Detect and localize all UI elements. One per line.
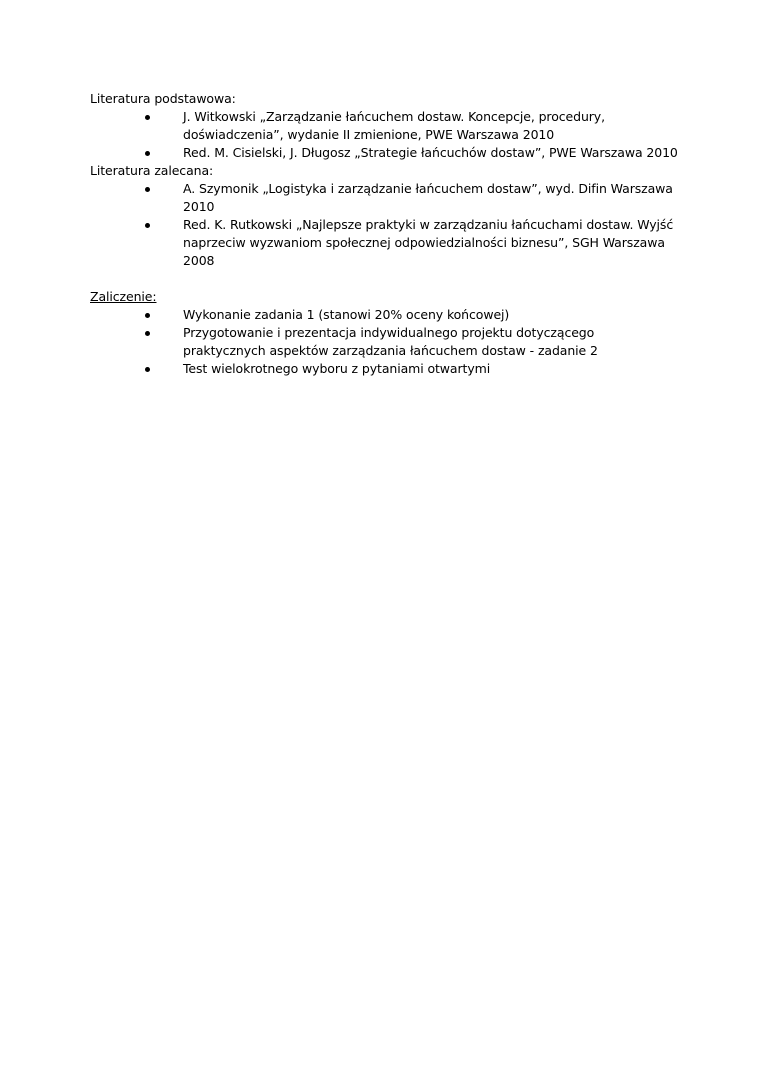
document-content bbox=[90, 90, 680, 378]
list-item-text: Red. M. Cisielski, J. Długosz „Strategie łańcuchów dostaw”, PWE Warszawa 2010 bbox=[183, 145, 678, 160]
recommended-literature-section bbox=[90, 162, 680, 270]
list-item-text: J. Witkowski „Zarządzanie łańcuchem dostaw. Koncepcje, procedury, doświadczenia”, wydanie II zmienione, PWE Warszawa 2010 bbox=[183, 109, 605, 142]
list-item bbox=[90, 324, 680, 360]
bullet-icon bbox=[145, 187, 150, 192]
grading-section bbox=[90, 288, 680, 378]
recommended-literature-list bbox=[90, 180, 680, 270]
core-literature-section bbox=[90, 90, 680, 162]
core-literature-heading: Literatura podstawowa: bbox=[90, 91, 236, 106]
bullet-icon bbox=[145, 151, 150, 156]
bullet-icon bbox=[145, 367, 150, 372]
list-item bbox=[90, 144, 680, 162]
list-item bbox=[90, 306, 680, 324]
list-item-text: Przygotowanie i prezentacja indywidualnego projektu dotyczącego praktycznych aspektów zarządzania łańcuchem dostaw - zadanie 2 bbox=[183, 325, 598, 358]
section-spacer bbox=[90, 270, 680, 288]
bullet-icon bbox=[145, 331, 150, 336]
list-item bbox=[90, 108, 680, 144]
list-item bbox=[90, 180, 680, 216]
list-item-text: Wykonanie zadania 1 (stanowi 20% oceny końcowej) bbox=[183, 307, 510, 322]
grading-list bbox=[90, 306, 680, 378]
core-literature-list bbox=[90, 108, 680, 162]
bullet-icon bbox=[145, 223, 150, 228]
bullet-icon bbox=[145, 115, 150, 120]
list-item bbox=[90, 216, 680, 270]
list-item-text: A. Szymonik „Logistyka i zarządzanie łańcuchem dostaw”, wyd. Difin Warszawa 2010 bbox=[183, 181, 673, 214]
list-item-text: Red. K. Rutkowski „Najlepsze praktyki w zarządzaniu łańcuchami dostaw. Wyjść naprzeciw wyzwaniom społecznej odpowiedzialności biznesu”, SGH Warszawa 2008 bbox=[183, 217, 674, 268]
bullet-icon bbox=[145, 313, 150, 318]
recommended-literature-heading: Literatura zalecana: bbox=[90, 163, 214, 178]
list-item bbox=[90, 360, 680, 378]
list-item-text: Test wielokrotnego wyboru z pytaniami otwartymi bbox=[183, 361, 491, 376]
grading-heading: Zaliczenie: bbox=[90, 289, 157, 304]
